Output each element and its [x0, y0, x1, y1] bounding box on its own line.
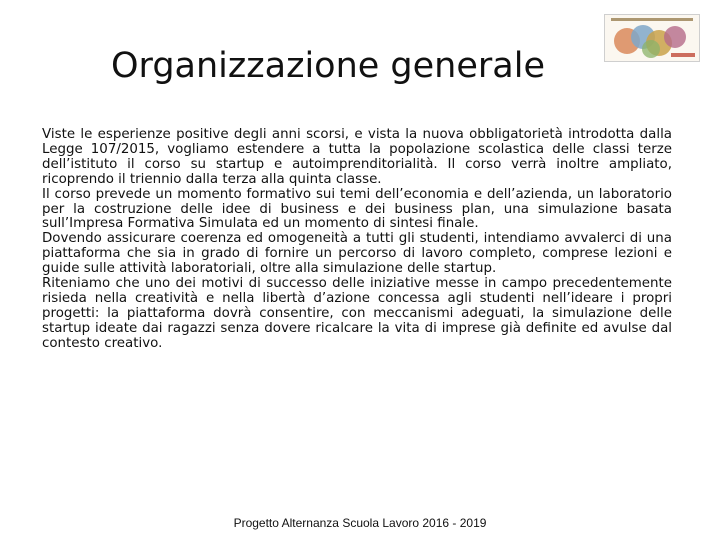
project-logo-graphic: [605, 15, 699, 61]
project-logo-icon: [604, 14, 700, 62]
slide-footer: Progetto Alternanza Scuola Lavoro 2016 - 2019: [233, 516, 487, 530]
paragraph-2: Il corso prevede un momento formativo sui temi dell’economia e dell’azienda, un laboratorio per la costruzione delle idee di business e dei business plan, una simulazione basata sull’Impresa Formativa Simulata ed un momento di sintesi finale.: [42, 186, 672, 232]
slide-title: Organizzazione generale: [111, 46, 545, 86]
paragraph-1: Viste le esperienze positive degli anni scorsi, e vista la nuova obbligatorietà introdotta dalla Legge 107/2015, vogliamo estendere a tutta la popolazione scolastica delle classi terze dell’istituto il corso su startup e autoimprenditorialità. Il corso verrà inoltre ampliato, ricoprendo il triennio dalla terza alla quinta classe.: [42, 127, 672, 187]
paragraph-3: Dovendo assicurare coerenza ed omogeneità a tutti gli studenti, intendiamo avvalerci di una piattaforma che sia in grado di fornire un percorso di lavoro completo, comprese lezioni e guide sulle attività laboratoriali, oltre alla simulazione delle startup.: [42, 231, 672, 277]
paragraph-4: Riteniamo che uno dei motivi di successo delle iniziative messe in campo precedentemente risieda nella creatività e nella libertà d’azione concessa agli studenti nell’ideare i propri progetti: la piattaforma dovrà consentire, con meccanismi adeguati, la simulazione delle startup ideate dai ragazzi senza dovere ricalcare la vita di imprese già definite ed avulse dal contesto creativo.: [42, 276, 672, 351]
body-text: [42, 128, 672, 352]
